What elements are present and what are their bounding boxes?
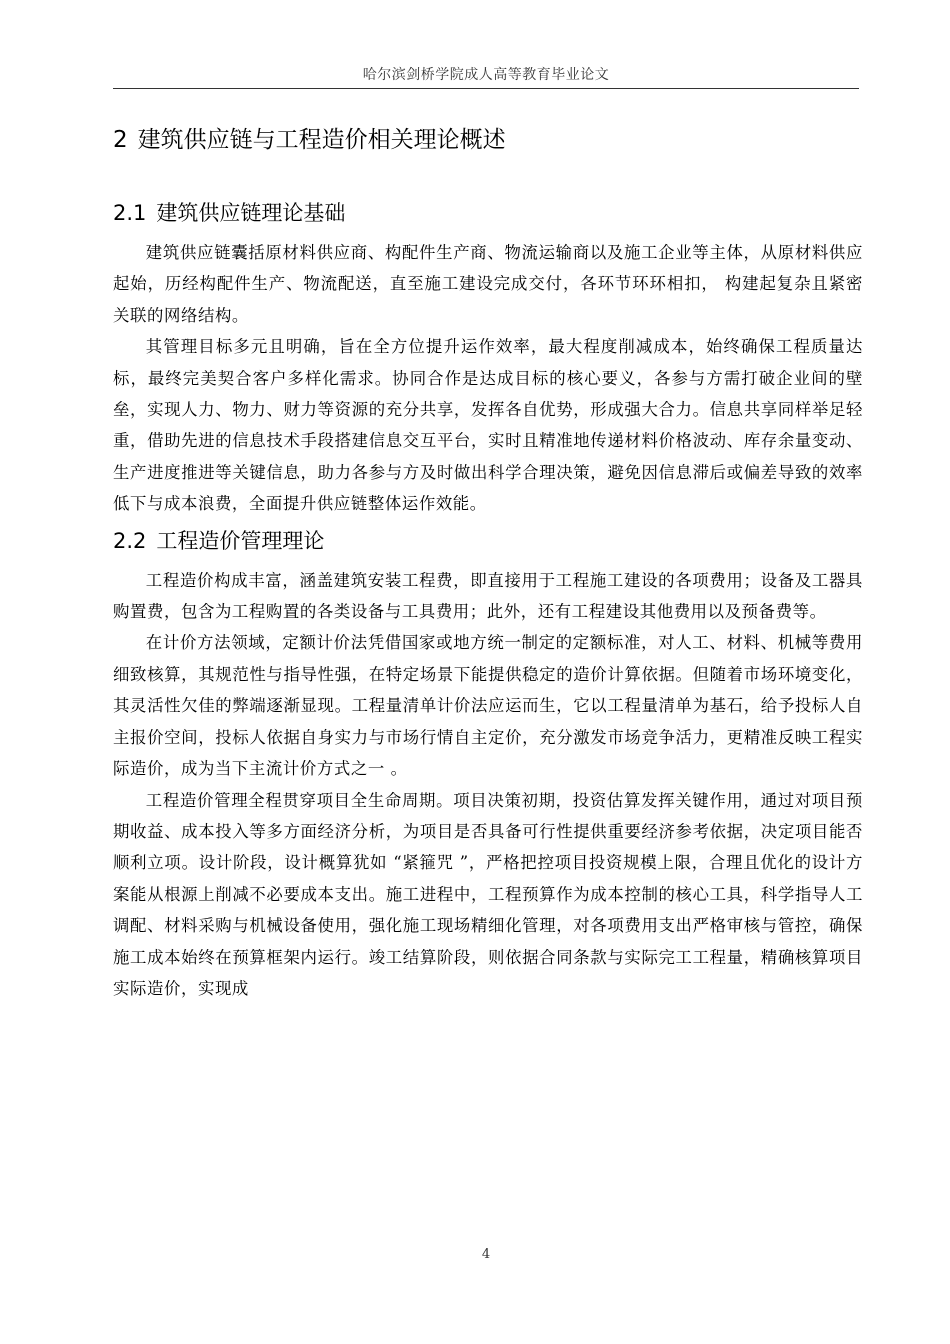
paragraph: 其管理目标多元且明确，旨在全方位提升运作效率，最大程度削减成本，始终确保工程质量达标，最终完美契合客户多样化需求。协同合作是达成目标的核心要义，各参与方需打破企业间的壁垒，实现人力、物力、财力等资源的充分共享，发挥各自优势，形成强大合力。信息共享同样举足轻重，借助先进的信息技术手段搭建信息交互平台，实时且精准地传递材料价格波动、库存余量变动、生产进度推进等关键信息，助力各参与方及时做出科学合理决策，避免因信息滞后或偏差导致的效率低下与成本浪费，全面提升供应链整体运作效能。 xyxy=(113,337,863,514)
paragraph: 工程造价管理全程贯穿项目全生命周期。项目决策初期，投资估算发挥关键作用，通过对项目预期收益、成本投入等多方面经济分析，为项目是否具备可行性提供重要经济参考依据，决定项目能否顺利立项。设计阶段，设计概算犹如 “紧箍咒 ”，严格把控项目投资规模上限，合理且优化的设计方案能从根源上削减不必要成本支出。施工进程中，工程预算作为成本控制的核心工具，科学指导人工调配、材料采购与机械设备使用，强化施工现场精细化管理，对各项费用支出严格审核与管控，确保施工成本始终在预算框架内运行。竣工结算阶段，则依据合同条款与实际完工工程量，精确核算项目实际造价，实现成 xyxy=(113,790,863,998)
section-title-text: 建筑供应链理论基础 xyxy=(156,201,346,225)
page-header: 哈尔滨剑桥学院成人高等教育毕业论文 xyxy=(362,67,610,83)
paragraph: 建筑供应链囊括原材料供应商、构配件生产商、物流运输商以及施工企业等主体，从原材料供应起始，历经构配件生产、物流配送，直至施工建设完成交付，各环节环环相扣， 构建起复杂且紧密关联的网络结构。 xyxy=(113,243,863,325)
section-heading-2-1 xyxy=(113,196,863,231)
document-body xyxy=(113,118,863,1004)
header-divider xyxy=(113,88,859,89)
page-number: 4 xyxy=(481,1247,491,1262)
section-number: 2.2 xyxy=(113,528,147,553)
section-heading-2-2 xyxy=(113,524,863,559)
paragraph: 在计价方法领域，定额计价法凭借国家或地方统一制定的定额标准，对人工、材料、机械等费用细致核算，其规范性与指导性强，在特定场景下能提供稳定的造价计算依据。但随着市场环境变化，其灵活性欠佳的弊端逐渐显现。工程量清单计价法应运而生，它以工程量清单为基石，给予投标人自主报价空间，投标人依据自身实力与市场行情自主定价，充分激发市场竞争活力，更精准反映工程实际造价，成为当下主流计价方式之一 。 xyxy=(113,633,863,779)
chapter-number: 2 xyxy=(113,127,128,153)
chapter-title-text: 建筑供应链与工程造价相关理论概述 xyxy=(137,127,506,153)
paragraph: 工程造价构成丰富，涵盖建筑安装工程费，即直接用于工程施工建设的各项费用；设备及工器具购置费，包含为工程购置的各类设备与工具费用；此外，还有工程建设其他费用以及预备费等。 xyxy=(113,570,863,622)
section-number: 2.1 xyxy=(113,201,147,225)
chapter-title xyxy=(113,118,863,166)
section-title-text: 工程造价管理理论 xyxy=(156,528,325,553)
